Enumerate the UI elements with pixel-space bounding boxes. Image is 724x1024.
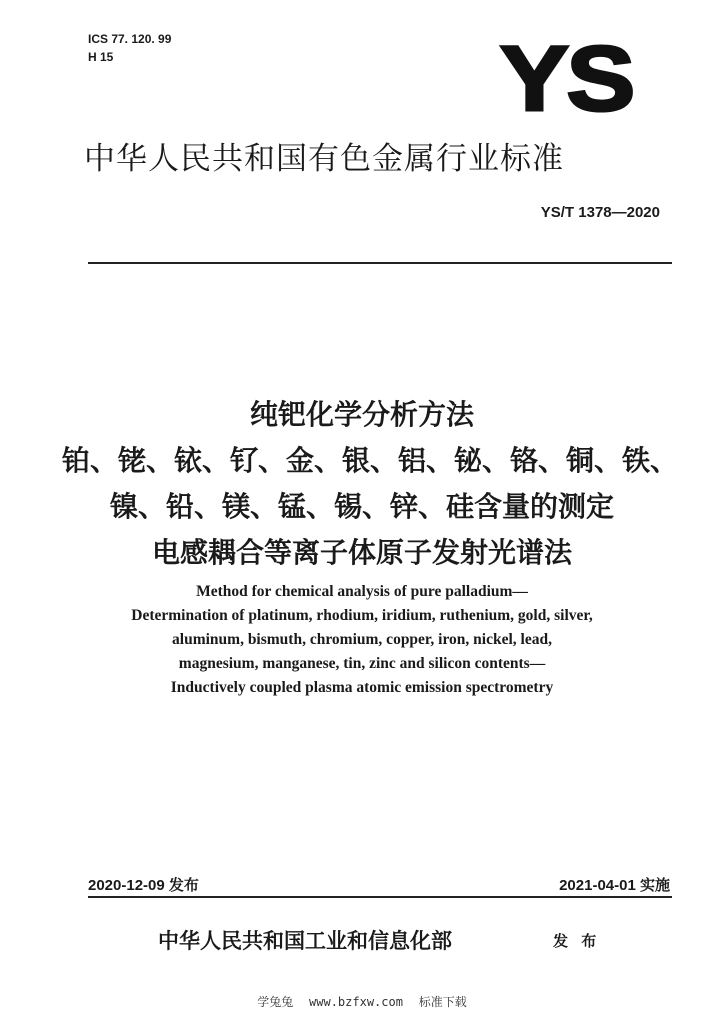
ccs-code: H 15	[88, 50, 114, 64]
english-title-line: Determination of platinum, rhodium, iridium, ruthenium, gold, silver,	[131, 607, 593, 624]
chinese-title-line: 纯钯化学分析方法	[249, 398, 474, 431]
publish-label: 发 布	[553, 932, 601, 950]
ics-code: ICS 77. 120. 99	[88, 32, 172, 46]
ys-logo: YS	[500, 28, 633, 130]
top-divider	[88, 262, 672, 264]
english-title-line: Inductively coupled plasma atomic emission spectrometry	[170, 679, 554, 696]
bottom-divider	[88, 896, 672, 898]
english-title-line: magnesium, manganese, tin, zinc and silicon contents—	[178, 655, 546, 672]
watermark-url[interactable]: www.bzfxw.com	[309, 995, 403, 1009]
implementation-date: 2021-04-01 实施	[559, 877, 670, 894]
issuing-authority-title: 中华人民共和国有色金属行业标准	[84, 141, 564, 177]
watermark-tagline: 标准下载	[418, 995, 467, 1009]
chinese-title-line: 镍、铅、镁、锰、锡、锌、硅含量的测定	[109, 490, 614, 523]
english-title-line: aluminum, bismuth, chromium, copper, iron, nickel, lead,	[172, 631, 552, 648]
english-title	[62, 580, 662, 700]
classification-codes	[88, 30, 171, 66]
issue-date: 2020-12-09 发布	[88, 877, 199, 894]
chinese-title-line: 铂、铑、铱、钌、金、银、铝、铋、铬、铜、铁、	[62, 444, 679, 477]
chinese-title-line: 电感耦合等离子体原子发射光谱法	[151, 536, 572, 569]
english-title-line: Method for chemical analysis of pure palladium—	[196, 583, 528, 600]
standard-code: YS/T 1378—2020	[540, 204, 660, 221]
watermark	[0, 993, 724, 1010]
chinese-title	[62, 392, 679, 576]
watermark-site-name: 学兔兔	[257, 995, 294, 1009]
publisher-name: 中华人民共和国工业和信息化部	[158, 928, 452, 953]
